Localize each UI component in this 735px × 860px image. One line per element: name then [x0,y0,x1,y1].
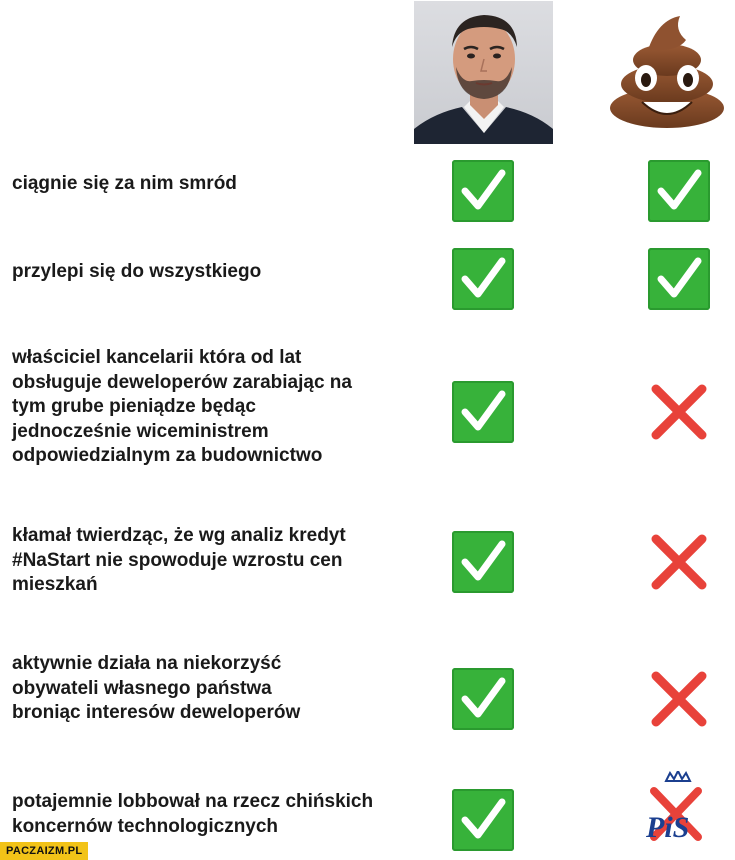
poop-mark [648,248,710,310]
pis-logo-text: PiS [646,811,690,844]
person-mark [452,668,514,730]
person-mark [452,248,514,310]
row-label: aktywnie działa na niekorzyść obywateli własnego państwa broniąc interesów deweloperów [12,653,301,723]
check-icon [452,531,514,593]
person-mark [452,531,514,593]
poop-emoji-icon [608,16,726,130]
check-icon [452,248,514,310]
person-mark [452,381,514,443]
cross-icon [648,531,710,598]
poop-mark [648,668,710,730]
poop-mark [648,160,710,222]
check-icon [452,668,514,730]
row-label: właściciel kancelarii która od lat obsługuje deweloperów zarabiając na tym grube pieniądze będąc jednocześnie wiceministrem odpowiedzialnym za budownictwo [12,347,352,466]
check-icon [452,160,514,222]
watermark: PACZAIZM.PL [0,842,88,860]
row-label: ciągnie się za nim smród [12,173,237,194]
check-icon [452,381,514,443]
row-label: kłamał twierdząc, że wg analiz kredyt #NaStart nie spowoduje wzrostu cen mieszkań [12,525,346,595]
check-icon [452,789,514,851]
row-label: przylepi się do wszystkiego [12,261,262,282]
person-mark [452,789,514,851]
poop-mark [648,531,710,593]
poop-mark [648,381,710,443]
poop-mark [648,789,710,851]
row-label: potajemnie lobbował na rzecz chińskich koncernów technologicznych [12,791,374,837]
check-icon [648,248,710,310]
portrait-photo [414,1,553,144]
person-mark [452,160,514,222]
cross-icon [648,668,710,735]
check-icon [648,160,710,222]
cross-icon [648,381,710,448]
